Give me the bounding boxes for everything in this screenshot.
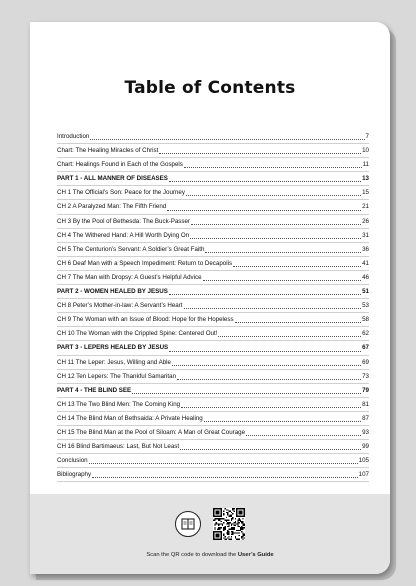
toc-entry-label: PART 4 - THE BLIND SEE	[57, 386, 132, 394]
toc-page-number: 73	[362, 372, 369, 380]
toc-entry-label: PART 3 - LEPERS HEALED BY JESUS	[57, 344, 169, 352]
toc-entry-label: CH 13 The Two Blind Men: The Coming King	[57, 400, 181, 408]
dot-leader	[191, 224, 361, 225]
toc-entry[interactable]	[57, 426, 369, 440]
toc-entry[interactable]	[57, 130, 369, 144]
dot-leader	[159, 153, 361, 154]
toc-page-number: 15	[362, 189, 369, 197]
footer-icons	[30, 508, 390, 540]
toc-page-number: 13	[362, 175, 369, 183]
toc-page-number: 79	[362, 386, 369, 394]
toc-page-number: 10	[362, 147, 369, 155]
dot-leader	[246, 435, 361, 436]
toc-page-number: 107	[358, 471, 369, 479]
toc-page-number: 81	[362, 400, 369, 408]
toc-page-number: 36	[362, 245, 369, 253]
toc-page-number: 41	[362, 259, 369, 267]
qr-caption-text: Scan the QR code to download the	[146, 552, 238, 558]
toc-entry[interactable]	[57, 299, 369, 313]
toc-entry[interactable]	[57, 327, 369, 341]
toc-part-heading[interactable]	[57, 384, 369, 398]
toc-entry-label: CH 8 Peter’s Mother-in-law: A Servant’s Heart	[57, 302, 183, 310]
toc-entry-label: Chart: The Healing Miracles of Christ	[57, 147, 159, 155]
toc-page-number: 11	[362, 161, 369, 169]
dot-leader	[205, 252, 361, 253]
toc-entry-label: CH 6 Deaf Man with a Speech Impediment: Return to Decapolis	[57, 259, 233, 267]
dot-leader	[132, 393, 361, 394]
toc-entry[interactable]	[57, 271, 369, 285]
book-icon	[175, 511, 201, 537]
toc-part-heading[interactable]	[57, 172, 369, 186]
dot-leader	[184, 308, 362, 309]
toc-entry[interactable]	[57, 398, 369, 412]
toc-page-number: 58	[362, 316, 369, 324]
dot-leader	[181, 407, 361, 408]
toc-page-number: 51	[362, 288, 369, 296]
footer-panel	[30, 494, 390, 574]
toc-entry[interactable]	[57, 200, 369, 214]
dot-leader	[180, 449, 361, 450]
toc-entry-label: CH 2 A Paralyzed Man: The Fifth Friend	[57, 203, 167, 211]
toc-entry-label: CH 9 The Woman with an Issue of Blood: Hope for the Hopeless	[57, 316, 234, 324]
dot-leader	[172, 365, 361, 366]
dot-leader	[235, 322, 362, 323]
toc-entry[interactable]	[57, 313, 369, 327]
toc-page-number: 31	[362, 231, 369, 239]
dot-leader	[233, 266, 361, 267]
toc-page-number: 87	[362, 414, 369, 422]
toc-page-number: 62	[362, 330, 369, 338]
toc-entry-label: CH 5 The Centurion’s Servant: A Soldier’s Great Faith	[57, 245, 205, 253]
toc-entry[interactable]	[57, 229, 369, 243]
toc-page-number: 7	[365, 133, 369, 140]
users-guide-label: User’s Guide	[237, 552, 274, 558]
toc-page-number: 69	[362, 358, 369, 366]
dot-leader	[167, 210, 361, 211]
toc-part-heading[interactable]	[57, 285, 369, 299]
toc-page-number: 21	[362, 203, 369, 211]
toc-entry[interactable]	[57, 440, 369, 454]
dot-leader	[92, 477, 358, 478]
dot-leader	[190, 238, 361, 239]
toc-page-number: 53	[362, 302, 369, 310]
dot-leader	[169, 351, 361, 352]
toc-entry[interactable]	[57, 158, 369, 172]
toc-entry[interactable]	[57, 215, 369, 229]
dot-leader	[177, 379, 361, 380]
dot-leader	[203, 280, 362, 281]
toc-entry-label: PART 1 - ALL MANNER OF DISEASES	[57, 175, 168, 183]
toc-entry-label: Conclusion	[57, 457, 88, 465]
toc-entry[interactable]	[57, 412, 369, 426]
dot-leader	[218, 336, 361, 337]
toc-entry-label: CH 11 The Leper: Jesus, Willing and Able	[57, 358, 171, 366]
toc-entry[interactable]	[57, 356, 369, 370]
toc-entry-label: CH 1 The Official’s Son: Peace for the Journey	[57, 189, 185, 197]
toc-entry[interactable]	[57, 144, 369, 158]
page-title: Table of Contents	[124, 78, 296, 98]
toc-page-number: 93	[362, 428, 369, 436]
toc-entry-label: Chart: Healings Found in Each of the Gospels	[57, 161, 183, 169]
qr-caption	[30, 552, 390, 558]
dot-leader	[89, 463, 358, 464]
toc-entry-label: CH 10 The Woman with the Crippled Spine: Centered Out!	[57, 330, 218, 338]
dot-leader	[184, 167, 362, 168]
toc-entry[interactable]	[57, 454, 369, 468]
toc-entry-label: PART 2 - WOMEN HEALED BY JESUS	[57, 288, 168, 296]
toc-page-number: 26	[362, 217, 369, 225]
toc-page-number: 105	[358, 457, 369, 465]
toc-entry-label: Bibliography	[57, 471, 92, 479]
document-page	[30, 22, 390, 574]
dot-leader	[186, 195, 361, 196]
toc-entry[interactable]	[57, 468, 369, 482]
toc-entry-label: CH 3 By the Pool of Bethesda: The Buck-Passer	[57, 217, 190, 225]
toc-entry[interactable]	[57, 243, 369, 257]
toc-page-number: 46	[362, 273, 369, 281]
toc-page-number: 67	[362, 344, 369, 352]
toc-entry-label: CH 15 The Blind Man at the Pool of Siloam: A Man of Great Courage	[57, 428, 246, 436]
dot-leader	[90, 139, 364, 140]
toc-entry-label: CH 7 The Man with Dropsy: A Guest’s Helpful Advice	[57, 273, 202, 281]
toc-entry-label: CH 16 Blind Bartimaeus: Last, But Not Least	[57, 443, 180, 451]
dot-leader	[204, 421, 361, 422]
toc-part-heading[interactable]	[57, 341, 369, 355]
dot-leader	[169, 181, 361, 182]
toc-entry-label: CH 12 Ten Lepers: The Thankful Samaritan	[57, 372, 177, 380]
dot-leader	[169, 294, 361, 295]
toc-entry-label: CH 14 The Blind Man of Bethsaida: A Private Healing	[57, 414, 203, 422]
toc-entry[interactable]	[57, 186, 369, 200]
toc-entry[interactable]	[57, 370, 369, 384]
toc-entry-label: CH 4 The Withered Hand: A Hill Worth Dying On	[57, 231, 190, 239]
table-of-contents	[57, 130, 369, 482]
toc-entry-label: Introduction	[57, 133, 90, 140]
toc-page-number: 99	[362, 443, 369, 451]
toc-entry[interactable]	[57, 257, 369, 271]
qr-code-icon[interactable]	[213, 508, 245, 540]
